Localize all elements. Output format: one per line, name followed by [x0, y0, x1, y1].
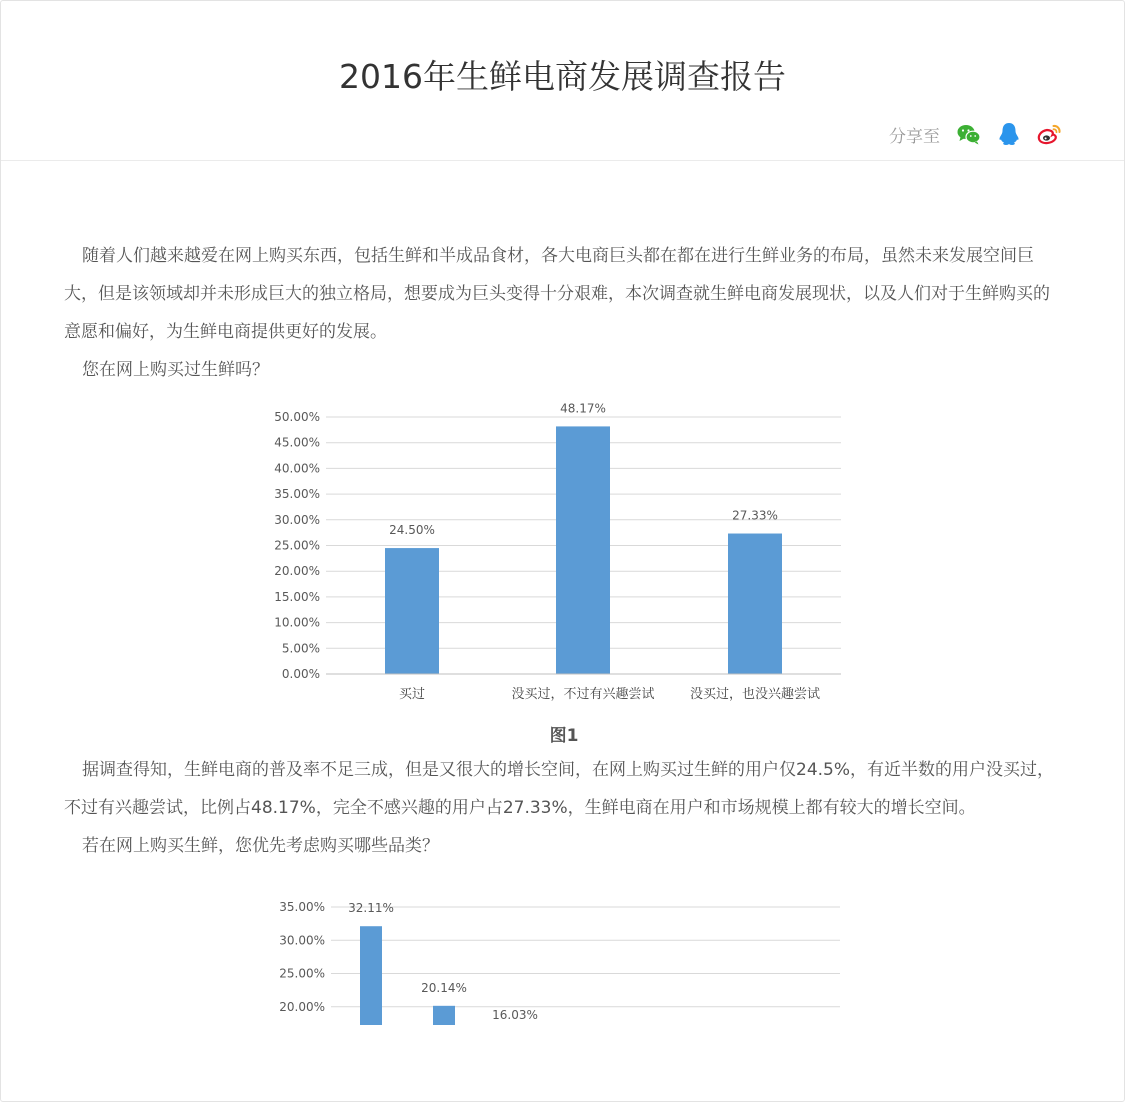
chart1-y-tick-label: 15.00% — [274, 589, 320, 604]
chart1-value-label: 48.17% — [560, 401, 606, 416]
question-2: 若在网上购买生鲜，您优先考虑购买哪些品类？ — [82, 836, 439, 856]
question-1: 您在网上购买过生鲜吗？ — [82, 360, 269, 380]
analysis-paragraph: 据调查得知，生鲜电商的普及率不足三成，但是又很大的增长空间，在网上购买过生鲜的用户仅24.5%，有近半数的用户没买过，不过有兴趣尝试，比例占48.17%，完全不感兴趣的用户占27.33%，生鲜电商在用户和市场规模上都有较大的增长空间。 — [64, 760, 1055, 818]
figure-1-caption: 图1 — [549, 726, 579, 746]
chart1-value-label: 27.33% — [732, 508, 778, 523]
chart1-y-tick-label: 5.00% — [281, 641, 320, 656]
chart1-y-tick-label: 40.00% — [274, 461, 320, 476]
chart2-bar — [433, 1006, 455, 1025]
chart1-y-tick-label: 20.00% — [274, 564, 320, 579]
wechat-icon[interactable] — [956, 121, 982, 147]
chart1-bar — [728, 534, 782, 674]
chart1-y-tick-label: 50.00% — [274, 410, 320, 424]
chart2-value-label: 16.03% — [492, 1008, 538, 1023]
share-bar — [889, 121, 1062, 147]
chart2-y-tick-label: 30.00% — [279, 933, 325, 948]
category-preference-chart — [64, 865, 1064, 1025]
purchase-experience-chart — [64, 389, 1064, 719]
weibo-icon[interactable] — [1036, 121, 1062, 147]
chart2-y-tick-label: 35.00% — [279, 900, 325, 914]
chart1-bar — [556, 426, 610, 674]
chart2-value-label: 20.14% — [421, 980, 467, 995]
article-body — [64, 237, 1064, 1025]
chart1-y-tick-label: 35.00% — [274, 487, 320, 502]
chart1-y-tick-label: 45.00% — [274, 435, 320, 450]
chart1-bar — [385, 548, 439, 674]
chart1-category-label: 买过 — [398, 687, 426, 702]
page-title: 2016年生鲜电商发展调查报告 — [339, 57, 786, 96]
chart2-y-tick-label: 25.00% — [279, 966, 325, 981]
chart1-value-label: 24.50% — [389, 523, 435, 538]
article-header — [1, 1, 1124, 161]
chart2-value-label: 32.11% — [348, 901, 394, 916]
chart2-bar — [360, 926, 382, 1025]
chart1-category-label: 没买过，不过有兴趣尝试 — [511, 687, 655, 702]
chart1-y-tick-label: 10.00% — [274, 615, 320, 630]
chart1-y-tick-label: 0.00% — [281, 667, 320, 681]
chart2-y-tick-label: 20.00% — [279, 999, 325, 1014]
chart1-category-label: 没买过，也没兴趣尝试 — [689, 687, 821, 702]
qq-icon[interactable] — [996, 121, 1022, 147]
chart1-y-tick-label: 30.00% — [274, 512, 320, 527]
share-label: 分享至 — [889, 126, 940, 147]
intro-paragraph: 随着人们越来越爱在网上购买东西，包括生鲜和半成品食材，各大电商巨头都在都在进行生鲜业务的布局，虽然未来发展空间巨大，但是该领域却并未形成巨大的独立格局，想要成为巨头变得十分艰难，本次调查就生鲜电商发展现状，以及人们对于生鲜购买的意愿和偏好，为生鲜电商提供更好的发展。 — [64, 246, 1050, 342]
chart1-y-tick-label: 25.00% — [274, 538, 320, 553]
